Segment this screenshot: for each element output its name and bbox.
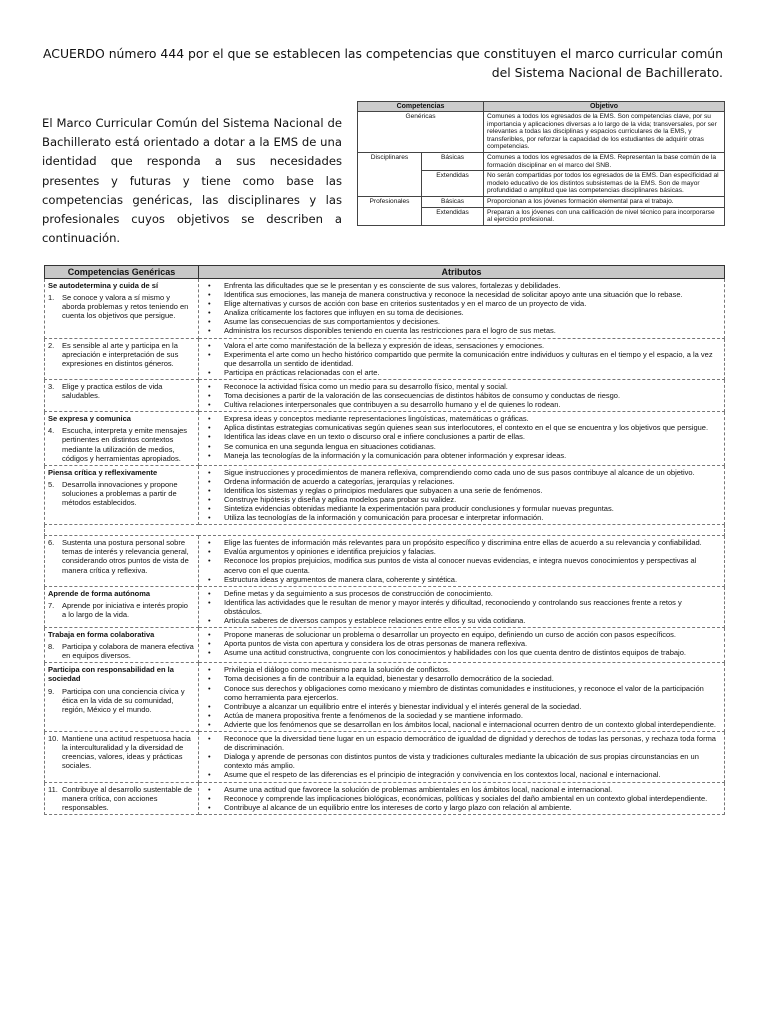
atributo-item: • Toma decisiones a partir de la valoración de las consecuencias de distintos hábitos de consumo y conductas de riesgo. (202, 391, 720, 400)
atributos-cell (199, 586, 725, 627)
atributo-item: • Administra los recursos disponibles teniendo en cuenta las restricciones para el logro de sus metas. (202, 326, 720, 335)
competencias-table (357, 101, 725, 226)
atributos-cell (199, 663, 725, 732)
table-row (45, 628, 725, 663)
atributo-item: • Asume las consecuencias de sus comportamientos y decisiones. (202, 317, 720, 326)
competencia-number: 5. (48, 479, 55, 489)
atributos-list (202, 785, 720, 812)
atributos-list (202, 382, 720, 409)
competencia-number: 9. (48, 686, 55, 696)
atributos-cell (199, 338, 725, 379)
competencias-genericas-table (44, 265, 725, 815)
disciplinares-label: Disciplinares (358, 152, 422, 196)
competencia-text: Mantiene una actitud respetuosa hacia la interculturalidad y la diversidad de creencias, valores, ideas y prácticas sociales. (62, 734, 191, 771)
atributo-item: • Asume que el respeto de las diferencias es el principio de integración y convivencia en los contextos local, nacional e internacional. (202, 770, 720, 779)
table-row (45, 536, 725, 586)
page-break-spacer (45, 525, 725, 536)
competencia-cell (45, 732, 199, 782)
atributo-item: • Sigue instrucciones y procedimientos de manera reflexiva, comprendiendo como cada uno de sus pasos contribuye al alcance de un objetivo. (202, 468, 720, 477)
table-row (45, 663, 725, 732)
atributo-item: • Reconoce la actividad física como un medio para su desarrollo físico, mental y social. (202, 382, 720, 391)
competencia-item (48, 601, 194, 619)
atributo-item: • Expresa ideas y conceptos mediante representaciones lingüísticas, matemáticas o gráficas. (202, 414, 720, 423)
atributo-item: • Contribuye a alcanzar un equilibrio entre el interés y bienestar individual y el interés general de la sociedad. (202, 702, 720, 711)
competencia-item (48, 538, 194, 574)
competencia-cell (45, 379, 199, 411)
competencia-number: 11. (48, 784, 58, 794)
atributo-item: • Analiza críticamente los factores que influyen en su toma de decisiones. (202, 308, 720, 317)
competencia-item (48, 642, 194, 660)
atributo-item: • Privilegia el diálogo como mecanismo para la solución de conflictos. (202, 665, 720, 674)
competencia-item (48, 785, 194, 812)
atributo-item: • Articula saberes de diversos campos y establece relaciones entre ellos y su vida cotidiana. (202, 616, 720, 625)
atributo-item: • Participa en prácticas relacionadas con el arte. (202, 368, 720, 377)
table-row (45, 732, 725, 782)
atributos-cell (199, 732, 725, 782)
table-row (45, 782, 725, 814)
atributos-cell (199, 412, 725, 465)
atributo-item: • Identifica las actividades que le resultan de menor y mayor interés y dificultad, reconociendo y controlando sus reacciones frente a retos y obstáculos. (202, 598, 720, 616)
header-competencias: Competencias (358, 102, 484, 112)
atributo-item: • Conoce sus derechos y obligaciones como mexicano y miembro de distintas comunidades e instituciones, y reconoce el valor de la participación como herramienta para ejercerlos. (202, 684, 720, 702)
atributos-list (202, 630, 720, 657)
atributo-item: • Evalúa argumentos y opiniones e identifica prejuicios y falacias. (202, 547, 720, 556)
atributo-item: • Maneja las tecnologías de la información y la comunicación para obtener información y expresar ideas. (202, 451, 720, 460)
atributo-item: • Experimenta el arte como un hecho histórico compartido que permite la comunicación entre individuos y culturas en el tiempo y el espacio, a la vez que desarrolla un sentido de identidad. (202, 350, 720, 368)
section-title: Se autodetermina y cuida de sí (48, 281, 159, 290)
competencia-text: Desarrolla innovaciones y propone soluciones a problemas a partir de métodos establecidos. (62, 479, 178, 507)
atributo-item: • Advierte que los fenómenos que se desarrollan en los ámbitos local, nacional e internacional ocurren dentro de un contexto global interdependiente. (202, 720, 720, 729)
atributo-item: • Elige alternativas y cursos de acción con base en criterios sustentados y en el marco de un proyecto de vida. (202, 299, 720, 308)
competencia-number: 4. (48, 426, 55, 436)
competencia-text: Participa y colabora de manera efectiva en equipos diversos. (62, 642, 194, 661)
atributo-item: • Propone maneras de solucionar un problema o desarrollar un proyecto en equipo, definiendo un curso de acción con pasos específicos. (202, 630, 720, 639)
atributo-item: • Asume una actitud que favorece la solución de problemas ambientales en los ámbitos local, nacional e internacional. (202, 785, 720, 794)
atributos-cell (199, 782, 725, 814)
competencia-cell (45, 782, 199, 814)
competencia-text: Escucha, interpreta y emite mensajes pertinentes en distintos contextos mediante la utilización de medios, códigos y herramientas apropiados. (62, 426, 188, 463)
atributo-item: • Estructura ideas y argumentos de manera clara, coherente y sintética. (202, 575, 720, 584)
competencia-cell (45, 628, 199, 663)
competencia-item (48, 687, 194, 714)
atributo-item: • Aplica distintas estrategias comunicativas según quienes sean sus interlocutores, el contexto en el que se encuentra y los objetivos que persigue. (202, 423, 720, 432)
profesionales-extendidas-objetivo: Preparan a los jóvenes con una calificación de nivel técnico para incorporarse al ejercicio profesional. (484, 207, 725, 225)
atributos-list (202, 538, 720, 583)
competencia-number: 3. (48, 381, 55, 391)
atributos-list (202, 665, 720, 729)
table-row (45, 279, 725, 339)
profesionales-label: Profesionales (358, 196, 422, 225)
competencia-number: 1. (48, 293, 55, 303)
atributo-item: • Se comunica en una segunda lengua en situaciones cotidianas. (202, 442, 720, 451)
genericas-label: Genéricas (358, 112, 484, 153)
atributo-item: • Ordena información de acuerdo a categorías, jerarquías y relaciones. (202, 477, 720, 486)
atributo-item: • Dialoga y aprende de personas con distintos puntos de vista y tradiciones culturales mediante la ubicación de sus propias circunstancias en un contexto más amplio. (202, 752, 720, 770)
atributos-list (202, 281, 720, 336)
atributos-list (202, 414, 720, 459)
atributos-cell (199, 536, 725, 586)
competencia-number: 6. (48, 538, 55, 548)
competencia-number: 7. (48, 600, 55, 610)
competencia-cell (45, 536, 199, 586)
intro-paragraph: El Marco Curricular Común del Sistema Nacional de Bachillerato está orientado a dotar a la EMS de una identidad que responda a sus necesidades presentes y futuras y tiene como base las competencias genéricas, las disciplinares y las profesionales cuyos objetivos se describen a continuación. (42, 116, 342, 246)
competencia-text: Contribuye al desarrollo sustentable de manera crítica, con acciones responsables. (62, 784, 193, 812)
competencia-cell (45, 586, 199, 627)
atributo-item: • Contribuye al alcance de un equilibrio entre los intereses de corto y largo plazo con relación al ambiente. (202, 803, 720, 812)
profesionales-basicas-label: Básicas (422, 196, 484, 207)
competencia-cell (45, 338, 199, 379)
atributo-item: • Reconoce que la diversidad tiene lugar en un espacio democrático de igualdad de dignidad y derechos de todas las personas, y rechaza toda forma de discriminación. (202, 734, 720, 752)
atributos-cell (199, 279, 725, 339)
competencia-item (48, 480, 194, 507)
table-row (45, 338, 725, 379)
competencia-cell (45, 279, 199, 339)
competencia-text: Aprende por iniciativa e interés propio a lo largo de la vida. (62, 600, 188, 619)
competencia-item (48, 341, 194, 368)
section-title: Piensa crítica y reflexivamente (48, 467, 158, 477)
competencia-text: Elige y practica estilos de vida saludables. (62, 381, 163, 401)
atributo-item: • Actúa de manera propositiva frente a fenómenos de la sociedad y se mantiene informado. (202, 711, 720, 720)
competencia-text: Participa con una conciencia cívica y ética en la vida de su comunidad, región, México y el mundo. (62, 686, 185, 714)
atributos-list (202, 734, 720, 779)
atributo-item: • Identifica los sistemas y reglas o principios medulares que subyacen a una serie de fenómenos. (202, 486, 720, 495)
profesionales-extendidas-label: Extendidas (422, 207, 484, 225)
atributo-item: • Utiliza las tecnologías de la información y comunicación para procesar e interpretar información. (202, 513, 720, 522)
disciplinares-basicas-objetivo: Comunes a todos los egresados de la EMS. Representan la base común de la formación disciplinar en el marco del SNB. (484, 152, 725, 170)
atributo-item: • Define metas y da seguimiento a sus procesos de construcción de conocimiento. (202, 589, 720, 598)
atributo-item: • Reconoce los propios prejuicios, modifica sus puntos de vista al conocer nuevas evidencias, e integra nuevos conocimientos y perspectivas al acervo con el que cuenta. (202, 556, 720, 574)
atributo-item: • Identifica sus emociones, las maneja de manera constructiva y reconoce la necesidad de solicitar apoyo ante una situación que lo rebase. (202, 290, 720, 299)
atributos-list (202, 341, 720, 377)
atributo-item: • Aporta puntos de vista con apertura y considera los de otras personas de manera reflexiva. (202, 639, 720, 648)
section-title: Participa con responsabilidad en la sociedad (48, 665, 174, 684)
atributo-item: • Reconoce y comprende las implicaciones biológicas, económicas, políticas y sociales del daño ambiental en un contexto global interdependiente. (202, 794, 720, 803)
competencia-cell (45, 663, 199, 732)
atributo-item: • Sintetiza evidencias obtenidas mediante la experimentación para producir conclusiones y formular nuevas preguntas. (202, 504, 720, 513)
section-title: Se expresa y comunica (48, 414, 131, 424)
competencia-text: Sustenta una postura personal sobre temas de interés y relevancia general, considerando otros puntos de vista de manera crítica y reflexiva. (62, 538, 189, 575)
competencia-item (48, 382, 194, 400)
atributos-list (202, 468, 720, 523)
genericas-objetivo: Comunes a todos los egresados de la EMS. Son competencias clave, por su importancia y aplicaciones diversas a lo largo de la vida; transversales, por ser relevantes a todas las disciplinas y espacios curriculares de la EMS, y transferibles, por reforzar la capacidad de los estudiantes de adquirir otras competencias. (484, 112, 725, 153)
atributo-item: • Valora el arte como manifestación de la belleza y expresión de ideas, sensaciones y emociones. (202, 341, 720, 350)
competencia-number: 8. (48, 642, 55, 652)
competencia-cell (45, 412, 199, 465)
document-title: ACUERDO número 444 por el que se establecen las competencias que constituyen el marco curricular común del Sistema Nacional de Bachillerato. (43, 46, 723, 80)
atributo-item: • Elige las fuentes de información más relevantes para un propósito específico y discrimina entre ellas de acuerdo a su relevancia y confiabilidad. (202, 538, 720, 547)
table-row (45, 379, 725, 411)
section-title: Aprende de forma autónoma (48, 588, 151, 598)
atributos-cell (199, 628, 725, 663)
header-competencias-genericas: Competencias Genéricas (45, 266, 199, 279)
disciplinares-basicas-label: Básicas (422, 152, 484, 170)
atributos-list (202, 589, 720, 625)
atributo-item: • Asume una actitud constructiva, congruente con los conocimientos y habilidades con los que cuenta dentro de distintos equipos de trabajo. (202, 648, 720, 657)
table-row (45, 465, 725, 525)
competencia-item (48, 734, 194, 770)
atributos-cell (199, 465, 725, 525)
header-atributos: Atributos (199, 266, 725, 279)
atributos-cell (199, 379, 725, 411)
header-objetivo: Objetivo (484, 102, 725, 112)
competencia-item (48, 293, 194, 320)
competencia-item (48, 426, 194, 462)
table-row (45, 586, 725, 627)
competencia-number: 2. (48, 340, 55, 350)
atributo-item: • Construye hipótesis y diseña y aplica modelos para probar su validez. (202, 495, 720, 504)
competencia-text: Es sensible al arte y participa en la apreciación e interpretación de sus expresiones en distintos géneros. (62, 340, 179, 368)
competencia-cell (45, 465, 199, 525)
section-title: Trabaja en forma colaborativa (48, 630, 155, 640)
atributo-item: • Enfrenta las dificultades que se le presentan y es consciente de sus valores, fortalezas y debilidades. (202, 281, 720, 290)
atributo-item: • Identifica las ideas clave en un texto o discurso oral e infiere conclusiones a partir de ellas. (202, 432, 720, 441)
atributo-item: • Toma decisiones a fin de contribuir a la equidad, bienestar y desarrollo democrático de la sociedad. (202, 674, 720, 683)
competencia-text: Se conoce y valora a sí mismo y aborda problemas y retos teniendo en cuenta los objetivos que persigue. (62, 293, 189, 321)
table-row (45, 412, 725, 465)
profesionales-basicas-objetivo: Proporcionan a los jóvenes formación elemental para el trabajo. (484, 196, 725, 207)
competencia-number: 10. (48, 734, 59, 744)
disciplinares-extendidas-objetivo: No serán compartidas por todos los egresados de la EMS. Dan especificidad al modelo educativo de los distintos subsistemas de la EMS. Son de mayor profundidad o amplitud que las competencias disciplinares básicas. (484, 171, 725, 197)
atributo-item: • Cultiva relaciones interpersonales que contribuyen a su desarrollo humano y el de quienes lo rodean. (202, 400, 720, 409)
disciplinares-extendidas-label: Extendidas (422, 171, 484, 197)
